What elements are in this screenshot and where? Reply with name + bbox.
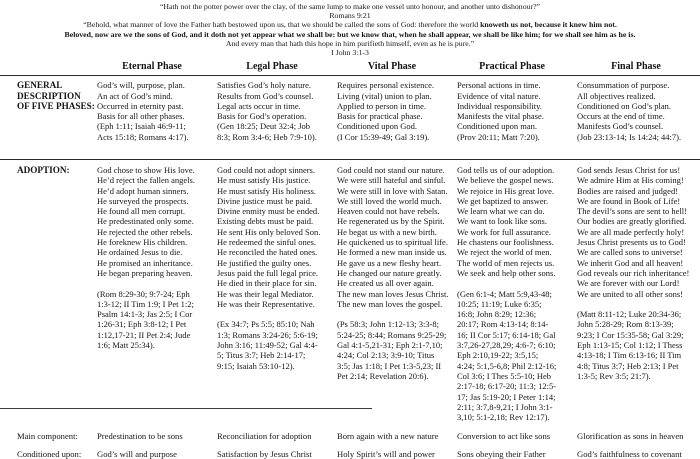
text-line: God chose to show His love. [97, 165, 195, 175]
text-line: We reject the world of men. [457, 247, 552, 258]
text-line: Results from God’s counsel. [217, 90, 314, 101]
scripture-header [0, 2, 700, 57]
text-line: We admire Him at His coming! [577, 175, 684, 186]
text-line: He chastens our foolishness. [457, 237, 554, 248]
conditioned-upon-row [0, 449, 700, 459]
text-line: Manifests God’s counsel. [577, 121, 664, 132]
text-line: We were still in love with Satan. [337, 185, 448, 196]
row-label-general [0, 76, 95, 144]
text-line: We inherit God and all heaven! [577, 257, 684, 268]
text-line: He promised an inheritance. [97, 257, 193, 268]
text-line: 2:11; 3:7,8-9,21; I John 3:1- [457, 401, 553, 412]
text-line: We still loved the world much. [337, 195, 442, 206]
text-line: He died in their place for sin. [217, 278, 317, 289]
row-label-main-component: Main component: [17, 431, 78, 442]
text-line: God sends Jesus Christ for us! [577, 165, 681, 175]
text-line: 4:8; Titus 3:7; Heb 2:13; I Pet [577, 360, 679, 371]
main-component-legal: Reconciliation for adoption [217, 431, 312, 442]
text-line: God’s will, purpose, plan. [97, 80, 185, 91]
text-line: The devil’s sons are sent to hell! [577, 206, 688, 217]
text-line: Eph 2:10,19-22; 3:5,15; [457, 350, 539, 361]
text-line: Manifests the vital phase. [457, 111, 544, 122]
scripture-ref-romans: Romans 9:21 [329, 11, 371, 21]
conditioned-upon-vital: Holy Spirit’s will and power [337, 448, 435, 459]
text-line: We are all made perfectly holy! [577, 226, 685, 237]
column-header-final: Final Phase [611, 61, 661, 73]
text-line: Jesus Christ presents us to God! [577, 237, 686, 248]
text-line: He quickened us to spiritual life. [337, 237, 448, 248]
text-line: 3,10; 5:1-2,18; Rev 12:17). [457, 412, 550, 423]
text-line: The new man loves the gospel. [337, 298, 443, 309]
text-line: 2:17-18; 6:17-20; 11:3; 12:5- [457, 381, 557, 392]
adoption-practical-cell [452, 161, 572, 424]
text-line: Occurred in eternity past. [97, 100, 184, 111]
text-line [577, 299, 699, 309]
main-component-practical: Conversion to act like sons [457, 431, 551, 442]
quote-romans: “Hath not the potter power over the clay, of the same lump to make one vessel unto honour, and another unto dishonour?” [159, 2, 541, 11]
text-line: We are forever with our Lord! [577, 278, 680, 289]
divider-line [0, 408, 372, 409]
general-eternal-cell [92, 76, 212, 144]
text-line: Satisfies God’s holy nature. [217, 80, 311, 91]
text-line: DESCRIPTION [17, 90, 81, 101]
adoption-eternal-cell [92, 161, 212, 424]
text-line: Col 3:6; I Thes 5:5-10; Heb [457, 370, 552, 381]
text-line: He found all men corrupt. [97, 206, 186, 217]
text-line: Basis for all other phases. [97, 111, 185, 122]
text-line: He reconciled the hated ones. [217, 247, 318, 258]
text-line: He redeemed the sinful ones. [217, 237, 316, 248]
text-line: 3:5; Jas 1:18; I Pet 1:3-5,23; II [337, 360, 442, 371]
text-line: God reveals our rich inheritance! [577, 267, 690, 278]
column-header-eternal: Eternal Phase [122, 61, 182, 73]
text-line: Existing debts must be paid. [217, 216, 314, 227]
text-line: He ordained Jesus to die. [97, 247, 183, 258]
text-line: Evidence of vital nature. [457, 90, 541, 101]
text-line: He’d reject the fallen angels. [97, 175, 195, 186]
text-line [337, 309, 451, 319]
main-component-final: Glorification as sons in heaven [577, 431, 684, 442]
text-line: John 3:16; 11:49-52; Gal 4:4- [217, 340, 318, 351]
text-line: We were still hateful and sinful. [337, 175, 446, 186]
text-line: 1:3; Romans 3:24-26; 5:6-19; [217, 329, 318, 340]
text-line: (Gen 18:25; Deut 32:4; Job [217, 121, 311, 132]
text-line: Basis for God’s operation. [217, 111, 307, 122]
text-line: 1:3-12; II Tim 1:9; I Pet 1:2; [97, 298, 194, 309]
quote-john-line1-bold: knoweth us not, because it knew him not. [480, 20, 617, 30]
text-line [97, 278, 211, 288]
text-line: 1:3-5; Rev 3:5; 21:7). [577, 370, 651, 381]
text-line: He created us all over again. [337, 278, 434, 289]
text-line: 1:12,17-21; II Pet 2:4; Jude [97, 329, 191, 340]
text-line: 9:15; Isaiah 53:10-12). [217, 360, 295, 371]
text-line [457, 278, 571, 288]
text-line: Consummation of purpose. [577, 80, 670, 91]
general-final-cell [572, 76, 700, 144]
general-description-row [0, 76, 700, 160]
text-line: Our bodies are greatly glorified. [577, 216, 687, 227]
text-line: We are united to all other sons! [577, 288, 684, 299]
text-line: An act of God’s mind. [97, 90, 173, 101]
text-line: He changed our nature greatly. [337, 267, 442, 278]
text-line: 16:8; John 8:29; 12:36; [457, 309, 537, 320]
text-line: (Prov 20:11; Matt 7:20). [457, 131, 540, 142]
text-line: We seek and help other sons. [457, 267, 556, 278]
text-line: 10:25; 11:19; Luke 6:35; [457, 298, 542, 309]
text-line: 1:26-31; Eph 3:8-12; I Pet [97, 319, 187, 330]
conditioned-upon-final: God’s faithfulness to covenant [577, 448, 682, 459]
quote-john-line1-normal: “Behold, what manner of love the Father hath bestowed upon us, that we should be called the sons of God: therefore the world [83, 20, 481, 30]
text-line: 4:13-18; I Tim 6:13-16; II Tim [577, 350, 682, 361]
text-line: Psalm 14:1-3; Jas 2:5; I Cor [97, 309, 193, 320]
quote-john-line1 [0, 20, 700, 29]
text-line: Legal acts occur in time. [217, 100, 301, 111]
text-line: He begat us with a new birth. [337, 226, 437, 237]
text-line: We are found in Book of Life! [577, 195, 681, 206]
text-line: (Eph 1:11; Isaiah 46:9-11; [97, 121, 186, 132]
row-label-adoption: ADOPTION: [17, 165, 70, 175]
text-line: He began preparing heaven. [97, 267, 193, 278]
text-line: Requires personal existence. [337, 80, 435, 91]
text-line: The new man loves Jesus Christ. [337, 288, 449, 299]
text-line: Pet 2:14; Revelation 20:6). [337, 370, 429, 381]
text-line: We rejoice in His great love. [457, 185, 555, 196]
text-line: We want to look like sons. [457, 216, 547, 227]
text-line: Acts 15:18; Romans 4:17). [97, 131, 189, 142]
text-line: Heaven could not have rebels. [337, 206, 440, 217]
text-line [217, 309, 331, 319]
text-line: (Ex 34:7; Ps 5:5; 85:10; Nah [217, 319, 315, 330]
text-line: Individual responsibility. [457, 100, 542, 111]
main-component-vital: Born again with a new nature [337, 431, 439, 442]
text-line: 17; Jas 5:19-20; I Peter 1:14; [457, 391, 556, 402]
conditioned-upon-practical: Sons obeying their Father [457, 448, 546, 459]
text-line: He sent His only beloved Son. [217, 226, 321, 237]
text-line: He rejected the other rebels. [97, 226, 193, 237]
text-line: GENERAL [17, 80, 63, 91]
text-line: Basis for practical phase. [337, 111, 423, 122]
text-line: He justified the guilty ones. [217, 257, 312, 268]
text-line: 4:24; Col 2:13; 3:9-10; Titus [337, 350, 435, 361]
quote-john-line2: Beloved, now are we the sons of God, and it doth not yet appear what we shall be: but we know that, when he shall appear, we shall be like him; for we shall see him as he is. [64, 29, 636, 39]
text-line: He must satisfy His justice. [217, 175, 311, 186]
text-line: He surveyed the prospects. [97, 195, 189, 206]
text-line: He foreknew His children. [97, 237, 188, 248]
general-practical-cell [452, 76, 572, 144]
text-line: 20:17; Rom 4:13-14; 8:14- [457, 319, 549, 330]
main-component-eternal: Predestination to be sons [97, 431, 183, 442]
text-line: 9:23; I Cor 15:35-58; Gal 3:29; [577, 329, 684, 340]
column-header-legal: Legal Phase [246, 61, 298, 73]
adoption-final-cell [572, 161, 700, 424]
text-line: We get baptized to answer. [457, 195, 549, 206]
general-legal-cell [212, 76, 332, 144]
adoption-vital-cell [332, 161, 452, 424]
text-line: Divine justice must be paid. [217, 195, 313, 206]
text-line: The world of men rejects us. [457, 257, 555, 268]
text-line: (I Cor 15:39-49; Gal 3:19). [337, 131, 430, 142]
phase-header-row [0, 57, 700, 76]
column-header-vital: Vital Phase [367, 61, 417, 73]
text-line: 8:3; Rom 3:4-6; Heb 7:9-10). [217, 131, 317, 142]
text-line: Conditioned upon man. [457, 121, 538, 132]
text-line: All objectives realized. [577, 90, 656, 101]
text-line: Conditioned on God’s plan. [577, 100, 671, 111]
text-line: He was their Representative. [217, 298, 315, 309]
conditioned-upon-legal: Satisfaction by Jesus Christ [217, 448, 312, 459]
text-line: We work for full assurance. [457, 226, 551, 237]
text-line: He formed a new man inside us. [337, 247, 447, 258]
text-line: OF FIVE PHASES: [17, 100, 95, 111]
text-line: He gave us a new fleshy heart. [337, 257, 442, 268]
text-line: He regenerated us by the Spirit. [337, 216, 445, 227]
text-line: (Gen 6:1-4; Matt 5:9,43-48; [457, 288, 552, 299]
conditioned-upon-eternal: God’s will and purpose [97, 448, 177, 459]
text-line: Divine enmity must be ended. [217, 206, 320, 217]
adoption-row [0, 160, 700, 424]
text-line: Applied to person in time. [337, 100, 427, 111]
text-line: We are called sons to universe! [577, 247, 683, 258]
text-line: We learn what we can do. [457, 206, 545, 217]
text-line: Gal 4:1-5,21-31; Eph 2:1-7,10; [337, 340, 443, 351]
corner-spacer [0, 61, 92, 75]
main-component-row [0, 431, 700, 441]
text-line: 5; Titus 3:7; Heb 2:14-17; [217, 350, 306, 361]
text-line: (Ps 58:3; John 1:12-13; 3:3-8; [337, 319, 440, 330]
adoption-legal-cell [212, 161, 332, 424]
text-line: He’d adopt human sinners. [97, 185, 189, 196]
text-line: He must satisfy His holiness. [217, 185, 316, 196]
text-line: Jesus paid the full legal price. [217, 267, 319, 278]
text-line: 16; II Cor 5:17; 6:14-18; Gal [457, 329, 556, 340]
text-line: Bodies are raised and judged! [577, 185, 679, 196]
text-line: 5:24-25; 8:44; Romans 9:25-29; [337, 329, 447, 340]
text-line: (Rom 8:29-30; 9:7-24; Eph [97, 288, 190, 299]
quote-john-line3: And every man that hath this hope in him purifieth himself, even as he is pure.” [225, 38, 475, 48]
text-line: 1:6; Matt 25:34). [97, 340, 155, 351]
text-line: Living (vital) union to plan. [337, 90, 432, 101]
text-line: (Job 23:13-14; Is 14:24; 44:7). [577, 131, 682, 142]
text-line: Conditioned upon God. [337, 121, 418, 132]
text-line: 4:24; 5:1,5-6,8; Phil 2:12-16; [457, 360, 557, 371]
general-vital-cell [332, 76, 452, 144]
text-line: He was their legal Mediator. [217, 288, 314, 299]
text-line: He predestinated only some. [97, 216, 194, 227]
column-header-practical: Practical Phase [479, 61, 545, 73]
text-line: Personal actions in time. [457, 80, 541, 91]
text-line: Occurs at the end of time. [577, 111, 665, 122]
row-label-conditioned-upon: Conditioned upon: [17, 448, 82, 459]
text-line: God could not stand our nature. [337, 165, 445, 175]
text-line: 3:7,26-27,28,29; 4:6-7; 6:10; [457, 340, 556, 351]
text-line: Eph 1:13-15; Col 1:12; I Thess [577, 340, 683, 351]
scripture-ref-john: I John 3:1-3 [331, 48, 369, 58]
text-line: God tells us of our adoption. [457, 165, 555, 175]
text-line: (Matt 8:11-12; Luke 20:34-36; [577, 309, 682, 320]
text-line: John 5:28-29; Rom 8:13-39; [577, 319, 674, 330]
text-line: We believe the gospel news. [457, 175, 554, 186]
text-line: God could not adopt sinners. [217, 165, 315, 175]
